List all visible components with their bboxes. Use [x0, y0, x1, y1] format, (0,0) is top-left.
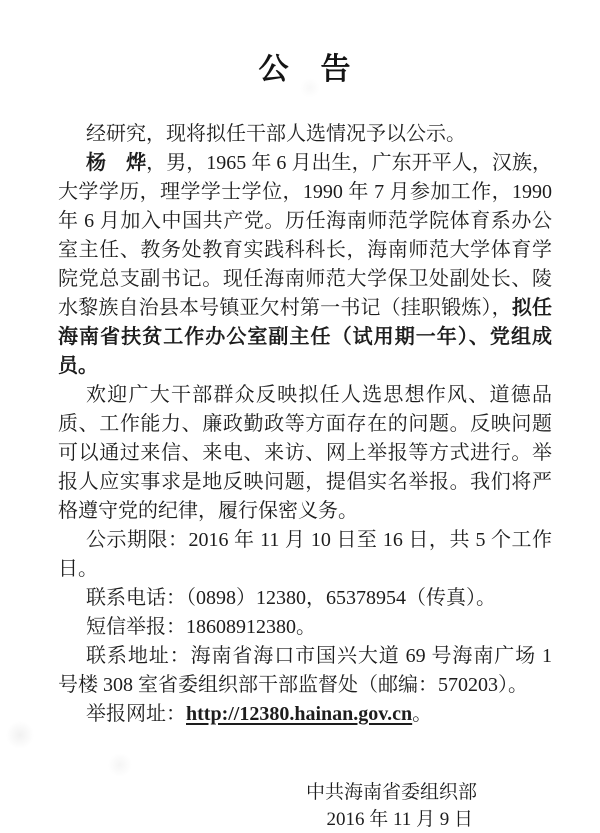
feedback-instructions-paragraph: 欢迎广大干部群众反映拟任人选思想作风、道德品质、工作能力、廉政勤政等方面存在的问题。反映问题可以通过来信、来电、来访、网上举报等方式进行。举报人应实事求是地反映问题，提倡实名举报。我们将严格遵守党的纪律，履行保密义务。 [58, 384, 552, 522]
report-website-label: 举报网址： [86, 703, 186, 725]
announcement-document [58, 44, 552, 833]
document-title: 公 告 [258, 53, 352, 86]
candidate-profile-paragraph [58, 149, 552, 381]
intro-paragraph: 经研究，现将拟任干部人选情况予以公示。 [86, 123, 466, 145]
report-website-period: 。 [412, 703, 433, 725]
signature-date: 2016 年 11 月 9 日 [326, 809, 473, 830]
contact-address-line: 联系地址：海南省海口市国兴大道 69 号海南广场 1 号楼 308 室省委组织部干部监督处（邮编：570203）。 [58, 645, 552, 696]
report-website-line [58, 700, 552, 729]
report-website-url: http://12380.hainan.gov.cn [186, 703, 413, 725]
sms-report-line: 短信举报：18608912380。 [86, 616, 316, 638]
proposed-position-text: 拟任海南省扶贫工作办公室副主任（试用期一年）、党组成员。 [58, 297, 553, 377]
publicity-period-line: 公示期限：2016 年 11 月 10 日至 16 日，共 5 个工作日。 [58, 529, 552, 580]
signature-organization: 中共海南省委组织部 [305, 782, 477, 803]
candidate-name: 杨 烨 [86, 152, 147, 174]
signature-block [58, 779, 552, 833]
candidate-bio-text: ，男，1965 年 6 月出生，广东开平人，汉族，大学学历，理学学士学位，1990 年 7 月参加工作，1990 年 6 月加入中国共产党。历任海南师范学院体育系办公室主任、教务处教育实践科科长，海南师范大学体育学院党总支副书记。现任海南师范大学保卫处副处长、陵水黎族自治县本号镇亚欠村第一书记（挂职锻炼）， [58, 152, 553, 319]
contact-phone-line: 联系电话：（0898）12380，65378954（传真）。 [86, 587, 496, 609]
